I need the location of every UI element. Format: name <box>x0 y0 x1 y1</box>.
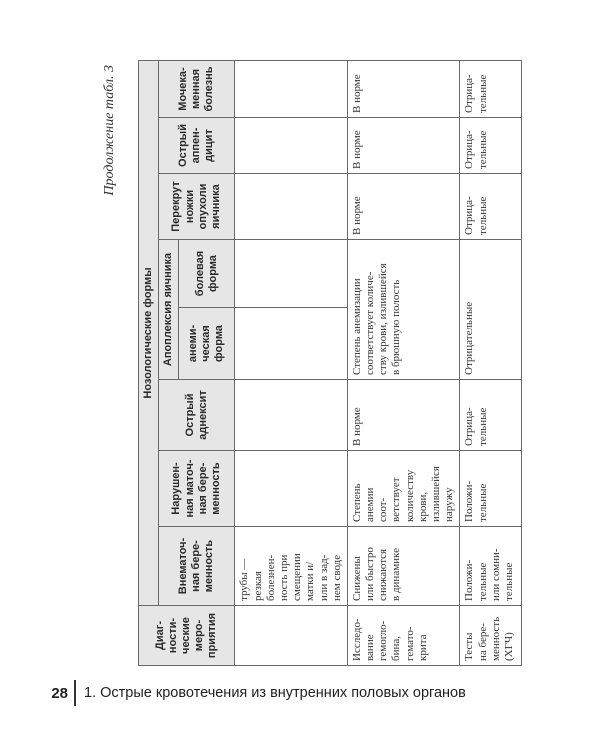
table-cell: В норме <box>347 380 460 451</box>
table-cell <box>235 174 348 240</box>
table-cell <box>235 380 348 451</box>
table-cell <box>235 118 348 174</box>
table-cell: Отрица- тельные <box>460 380 522 451</box>
header-ectopic-pregnancy: Внематоч- ная бере- менность <box>159 527 235 606</box>
table-cell: Отрица- тельные <box>460 118 522 174</box>
header-ovarian-apoplexy: Апоплексия яичника <box>159 240 179 380</box>
table-cell <box>235 606 348 666</box>
header-nosological-forms: Нозологические формы <box>139 60 159 605</box>
rotated-table-sheet <box>102 61 547 666</box>
header-anemic-form: анеми- ческая форма <box>179 308 235 380</box>
table-cell: В норме <box>347 118 460 174</box>
table-cell: Снижены или быстро снижаются в динамике <box>347 527 460 606</box>
page-number: 28 <box>51 684 68 702</box>
header-pain-form: болевая форма <box>179 240 235 308</box>
page-footer <box>30 678 550 708</box>
diagnostic-table <box>138 60 522 666</box>
header-diagnostic-measures: Диаг- ности- ческие меро- приятия <box>139 606 235 666</box>
table-cell <box>235 240 348 308</box>
header-disrupted-uterine-pregnancy: Нарушен- ная маточ- ная бере- менность <box>159 451 235 527</box>
table-cell: Исследо- вание гемогло- бина, гемато- крита <box>347 606 460 666</box>
table-cell <box>235 451 348 527</box>
table-cell: Отрица- тельные <box>460 60 522 117</box>
table-row <box>347 60 460 665</box>
table-cell <box>235 308 348 380</box>
table-cell: Положи- тельные или сомни- тельные <box>460 527 522 606</box>
divider <box>74 680 76 706</box>
table-row <box>235 60 348 665</box>
table-cell: Степень анемии соот- ветствует количеству крови, излившейся наружу <box>347 451 460 527</box>
table-cell: Положи- тельные <box>460 451 522 527</box>
table-cell: Тесты на бере- менность (ХГЧ) <box>460 606 522 666</box>
table-cell <box>235 60 348 117</box>
table-cell: В норме <box>347 60 460 117</box>
table-header-row-1 <box>139 60 159 665</box>
table-cell: Степень анемизации соответствует количе- ству крови, излившейся в брюшную полость <box>347 240 460 380</box>
table-cell: Отрица- тельные <box>460 174 522 240</box>
table-cell: трубы — резкая болезнен- ность при смещении матки и/ или в зад- нем своде <box>235 527 348 606</box>
table-cell: В норме <box>347 174 460 240</box>
chapter-title: 1. Острые кровотечения из внутренних половых органов <box>84 685 466 701</box>
header-acute-appendicitis: Острый аппен- дицит <box>159 118 235 174</box>
header-acute-adnexitis: Острый аднексит <box>159 380 235 451</box>
table-header-row-2 <box>159 60 179 665</box>
header-urolithiasis: Мочека- менная болезнь <box>159 60 235 117</box>
table-row <box>460 60 522 665</box>
table-continuation-label: Продолжение табл. 3 <box>102 65 117 196</box>
table-cell: Отрицательные <box>460 240 522 380</box>
header-ovarian-tumor-torsion: Перекрут ножки опухоли яичника <box>159 174 235 240</box>
